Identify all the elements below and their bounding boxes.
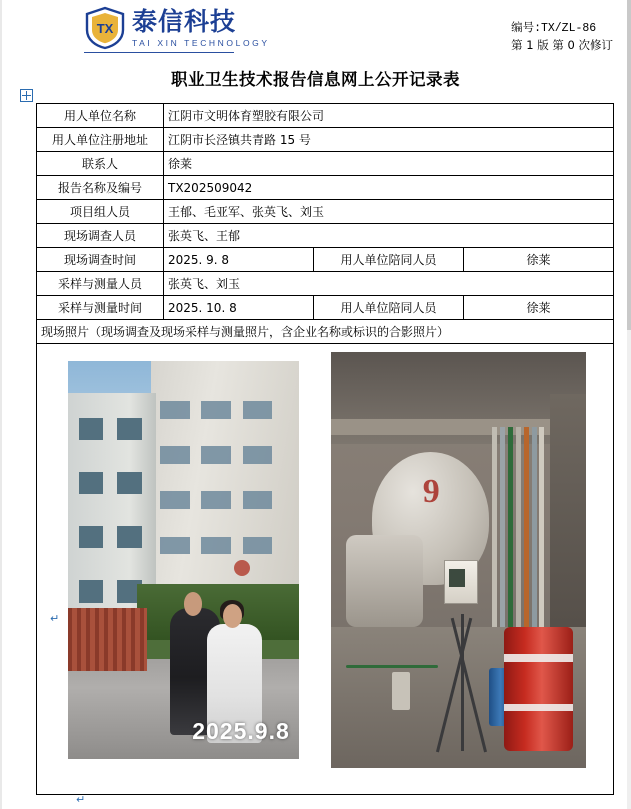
row-value-survey-time: 2025. 9. 8 bbox=[164, 248, 314, 272]
logo-chinese-name: 泰信科技 bbox=[132, 6, 237, 36]
page-corner-mark bbox=[20, 89, 33, 102]
page-title: 职业卫生技术报告信息网上公开记录表 bbox=[171, 70, 460, 89]
page-scrollbar-thumb[interactable] bbox=[627, 0, 631, 330]
logo-english-name: TAI XIN TECHNOLOGY bbox=[132, 37, 270, 48]
photo-fence bbox=[68, 608, 147, 672]
row-value-employer-address: 江阴市长泾镇共青路 15 号 bbox=[164, 128, 614, 152]
table-row bbox=[37, 344, 614, 795]
row-label-contact-person: 联系人 bbox=[37, 152, 164, 176]
document-code: 编号:TX/ZL-86 bbox=[511, 22, 597, 35]
row-label-survey-time: 现场调查时间 bbox=[37, 248, 164, 272]
photo-instrument-screen bbox=[449, 569, 466, 587]
table-row bbox=[37, 272, 614, 296]
paragraph-mark-bottom: ↵ bbox=[76, 793, 86, 806]
row-label-survey-escort: 用人单位陪同人员 bbox=[314, 248, 464, 272]
document-code-block bbox=[511, 20, 613, 54]
row-label-survey-staff: 现场调查人员 bbox=[37, 224, 164, 248]
photo-tank-number: 9 bbox=[422, 472, 440, 510]
table-row bbox=[37, 200, 614, 224]
document-header bbox=[0, 0, 631, 62]
photo-main-building bbox=[151, 361, 299, 612]
company-logo bbox=[84, 6, 270, 50]
table-row bbox=[37, 224, 614, 248]
row-label-sampling-time: 采样与测量时间 bbox=[37, 296, 164, 320]
photo-area bbox=[41, 344, 609, 794]
row-value-sampling-staff: 张英飞、刘玉 bbox=[164, 272, 614, 296]
row-value-project-team: 王郁、毛亚军、张英飞、刘玉 bbox=[164, 200, 614, 224]
table-row bbox=[37, 296, 614, 320]
paragraph-mark-left: ↵ bbox=[50, 612, 60, 625]
photo-right-wall bbox=[550, 394, 586, 644]
photo-bucket bbox=[392, 672, 410, 709]
shield-logo-icon bbox=[84, 6, 126, 50]
row-label-project-team: 项目组人员 bbox=[37, 200, 164, 224]
sampling-measurement-photo bbox=[331, 352, 586, 768]
svg-text:TX: TX bbox=[96, 21, 114, 36]
row-value-sampling-time: 2025. 10. 8 bbox=[164, 296, 314, 320]
photo-section-header: 现场照片（现场调查及现场采样与测量照片，含企业名称或标识的合影照片） bbox=[37, 320, 614, 344]
row-label-report-name-code: 报告名称及编号 bbox=[37, 176, 164, 200]
row-value-survey-escort: 徐莱 bbox=[464, 248, 614, 272]
photo-pipe-group bbox=[489, 427, 555, 643]
photo-section-cell bbox=[37, 344, 614, 795]
row-label-employer-address: 用人单位注册地址 bbox=[37, 128, 164, 152]
row-value-contact-person: 徐莱 bbox=[164, 152, 614, 176]
row-value-sampling-escort: 徐莱 bbox=[464, 296, 614, 320]
photo-person-left-head bbox=[184, 592, 202, 616]
photo-secondary-tank bbox=[346, 535, 423, 627]
row-label-sampling-staff: 采样与测量人员 bbox=[37, 272, 164, 296]
photo-instrument-body bbox=[444, 560, 478, 604]
photo-date-stamp: 2025.9.8 bbox=[192, 718, 290, 745]
table-row bbox=[37, 176, 614, 200]
row-value-report-name-code: TX202509042 bbox=[164, 176, 614, 200]
site-survey-photo bbox=[68, 361, 299, 759]
page-left-edge bbox=[0, 0, 2, 809]
row-label-sampling-escort: 用人单位陪同人员 bbox=[314, 296, 464, 320]
record-table bbox=[36, 103, 614, 795]
table-row bbox=[37, 152, 614, 176]
page-scrollbar[interactable] bbox=[627, 0, 631, 809]
record-table-wrapper bbox=[36, 103, 614, 795]
table-row bbox=[37, 128, 614, 152]
document-revision: 第 1 版 第 0 次修订 bbox=[511, 38, 613, 52]
table-row bbox=[37, 104, 614, 128]
row-value-survey-staff: 张英飞、王郁 bbox=[164, 224, 614, 248]
table-row bbox=[37, 320, 614, 344]
table-row bbox=[37, 248, 614, 272]
row-value-employer-name: 江阴市文明体育塑胶有限公司 bbox=[164, 104, 614, 128]
row-label-employer-name: 用人单位名称 bbox=[37, 104, 164, 128]
photo-sampling-instrument bbox=[428, 560, 494, 751]
photo-hose bbox=[346, 665, 438, 668]
photo-red-drum bbox=[504, 627, 573, 752]
logo-underline bbox=[84, 52, 234, 53]
